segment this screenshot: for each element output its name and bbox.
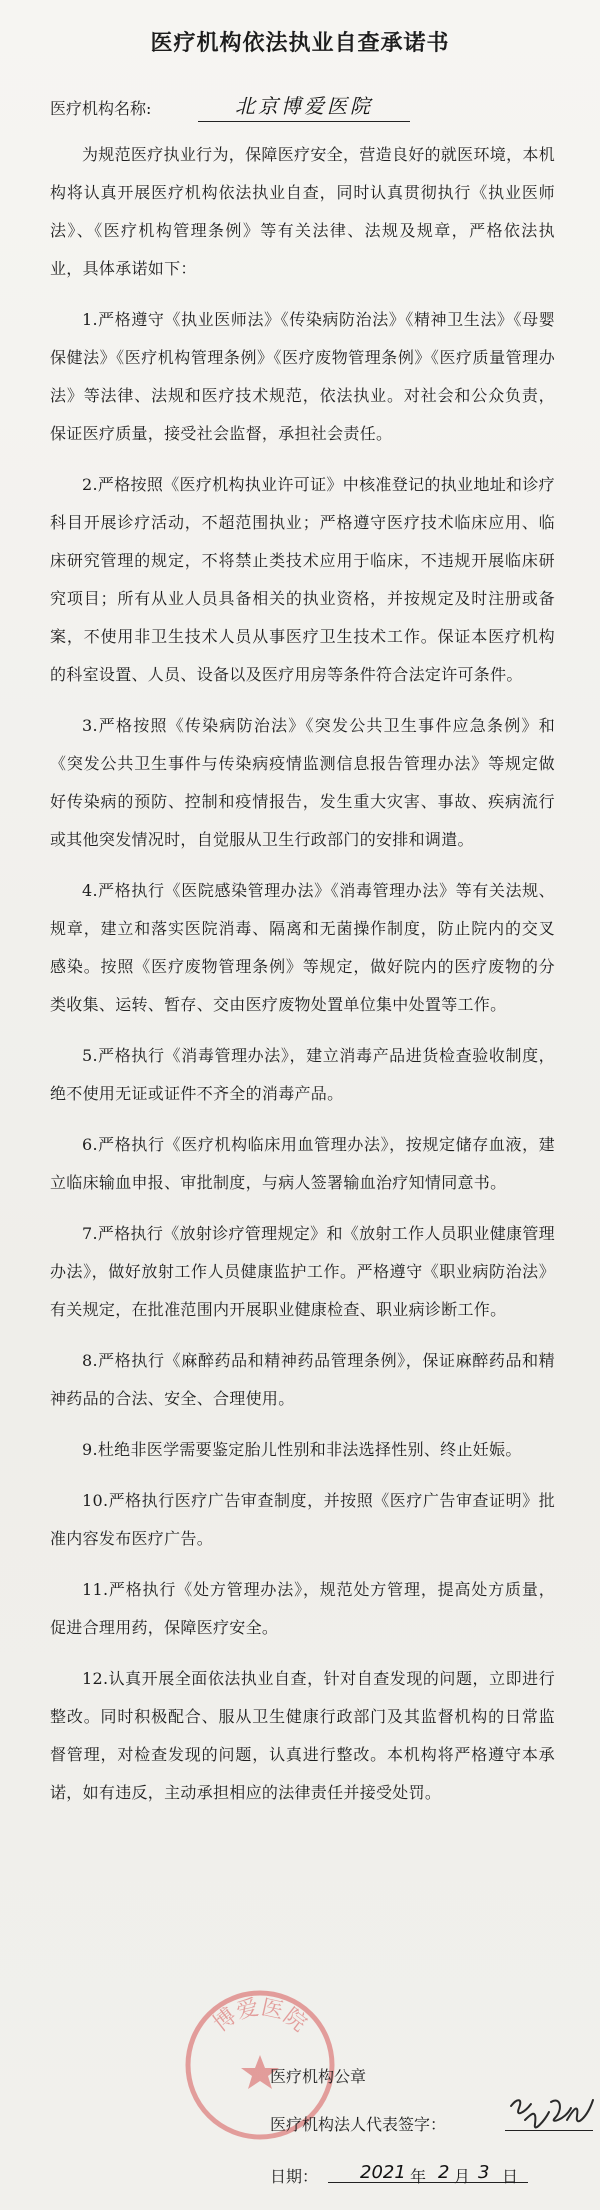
date-day: 3 xyxy=(478,2162,490,2183)
seal-text: 博爱医院 xyxy=(208,1995,312,2038)
date-year: 2021 xyxy=(360,2162,406,2183)
legal-rep-label: 医疗机构法人代表签字： xyxy=(270,2115,447,2134)
commitment-item-8: 8.严格执行《麻醉药品和精神药品管理条例》，保证麻醉药品和精神药品的合法、安全、合理使用。 xyxy=(50,1351,555,1408)
commitment-item-9: 9.杜绝非医学需要鉴定胎儿性别和非法选择性别、终止妊娠。 xyxy=(82,1440,522,1459)
stamp-label: 医疗机构公章 xyxy=(270,2067,367,2086)
intro-paragraph: 为规范医疗执业行为，保障医疗安全，营造良好的就医环境，本机构将认真开展医疗机构依法执业自查，同时认真贯彻执行《执业医师法》、《医疗机构管理条例》等有关法律、法规及规章，严格依法执业，具体承诺如下： xyxy=(50,145,555,278)
commitment-item-3: 3.严格按照《传染病防治法》《突发公共卫生事件应急条例》和《突发公共卫生事件与传染病疫情监测信息报告管理办法》等规定做好传染病的预防、控制和疫情报告，发生重大灾害、事故、疾病流行或其他突发情况时，自觉服从卫生行政部门的安排和调遣。 xyxy=(50,716,555,849)
date-label: 日期： xyxy=(270,2167,319,2186)
commitment-item-2: 2.严格按照《医疗机构执业许可证》中核准登记的执业地址和诊疗科目开展诊疗活动，不超范围执业；严格遵守医疗技术临床应用、临床研究管理的规定，不将禁止类技术应用于临床，不违规开展临床研究项目；所有从业人员具备相关的执业资格，并按规定及时注册或备案，不使用非卫生技术人员从事医疗卫生技术工作。保证本医疗机构的科室设置、人员、设备以及医疗用房等条件符合法定许可条件。 xyxy=(50,475,555,684)
commitment-item-4: 4.严格执行《医院感染管理办法》《消毒管理办法》等有关法规、规章，建立和落实医院消毒、隔离和无菌操作制度，防止院内的交叉感染。按照《医疗废物管理条例》等规定，做好院内的医疗废物的分类收集、运转、暂存、交由医疗废物处置单位集中处置等工作。 xyxy=(50,881,555,1014)
commitment-item-1: 1.严格遵守《执业医师法》《传染病防治法》《精神卫生法》《母婴保健法》《医疗机构管理条例》《医疗废物管理条例》《医疗质量管理办法》等法律、法规和医疗技术规范，依法执业。对社会和公众负责，保证医疗质量，接受社会监督，承担社会责任。 xyxy=(50,310,555,443)
commitment-item-6: 6.严格执行《医疗机构临床用血管理办法》，按规定储存血液，建立临床输血申报、审批制度，与病人签署输血治疗知情同意书。 xyxy=(50,1135,555,1192)
commitment-item-5: 5.严格执行《消毒管理办法》，建立消毒产品进货检查验收制度，绝不使用无证或证件不齐全的消毒产品。 xyxy=(50,1046,555,1103)
date-month: 2 xyxy=(438,2162,450,2183)
commitment-item-10: 10.严格执行医疗广告审查制度，并按照《医疗广告审查证明》批准内容发布医疗广告。 xyxy=(50,1491,555,1548)
date-month-unit: 月 xyxy=(454,2167,471,2186)
date-year-unit: 年 xyxy=(410,2167,427,2186)
commitment-item-12: 12.认真开展全面依法执业自查，针对自查发现的问题，立即进行整改。同时积极配合、服从卫生健康行政部门及其监督机构的日常监督管理，对检查发现的问题，认真进行整改。本机构将严格遵守本承诺，如有违反，主动承担相应的法律责任并接受处罚。 xyxy=(50,1669,555,1802)
handwritten-signature xyxy=(505,2090,600,2140)
org-name-handwritten: 北京博爱医院 xyxy=(198,90,410,122)
document-body xyxy=(50,136,555,1825)
date-day-unit: 日 xyxy=(502,2167,519,2186)
commitment-item-7: 7.严格执行《放射诊疗管理规定》和《放射工作人员职业健康管理办法》，做好放射工作人员健康监护工作。严格遵守《职业病防治法》有关规定，在批准范围内开展职业健康检查、职业病诊断工作。 xyxy=(50,1224,555,1319)
commitment-item-11: 11.严格执行《处方管理办法》，规范处方管理，提高处方质量，促进合理用药，保障医疗安全。 xyxy=(50,1580,555,1637)
org-name-label: 医疗机构名称: xyxy=(50,99,152,118)
date-line xyxy=(328,2182,528,2183)
document-title: 医疗机构依法执业自查承诺书 xyxy=(150,31,450,56)
